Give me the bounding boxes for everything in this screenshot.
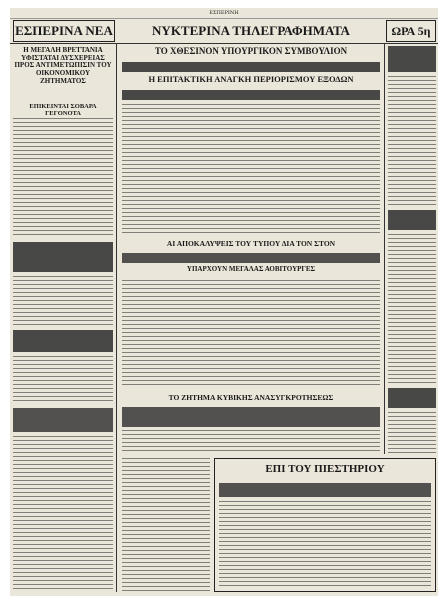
horizontal-rule: [10, 43, 438, 44]
headline-center-main: ΤΟ ΧΘΕΣΙΝΟΝ ΥΠΟΥΡΓΙΚΟΝ ΣΥΜΒΟΥΛΙΟΝ: [154, 47, 348, 56]
headline-center-deck: [122, 90, 380, 100]
section-banner-right: ΩΡΑ 5η: [386, 20, 436, 42]
headline-center-deck: [122, 407, 380, 427]
article-body: [13, 276, 113, 326]
article-body: [122, 430, 380, 452]
article-body: [219, 501, 431, 587]
headline-left-2: [13, 242, 113, 272]
feature-box-title: ΕΠΙ ΤΟΥ ΠΙΕΣΤΗΡΙΟΥ: [265, 463, 385, 475]
column-rule: [116, 44, 117, 592]
headline-center-mid-sub: ΥΠΑΡΧΟΥΝ ΜΕΓΑΛΑΣ ΑΟΒΙΤΟΥΡΓΕΣ: [186, 266, 316, 273]
feature-box-deck: [219, 483, 431, 497]
headline-right: [388, 210, 436, 230]
article-body: [122, 280, 380, 388]
headline-center-mid: ΑΙ ΑΠΟΚΑΛΥΨΕΙΣ ΤΟΥ ΤΥΠΟΥ ΔΙΑ ΤΟΝ ΣΤΟΝ: [166, 240, 336, 248]
masthead-strip: ΕΣΠΕΡΙΝΗ: [10, 8, 438, 19]
headline-left-4: [13, 408, 113, 432]
headline-right: [388, 46, 436, 72]
article-body: [13, 436, 113, 592]
article-body: [388, 234, 436, 384]
newspaper-page: [10, 8, 438, 596]
headline-center-deck: [122, 62, 380, 72]
headline-left-main: Η ΜΕΓΑΛΗ ΒΡΕΤΤΑΝΙΑ ΥΦΙΣΤΑΤΑΙ ΔΥΣΧΕΡΕΙΑΣ ΠΡΟΣ ΑΝΤΙΜΕΤΩΠΙΣΙΝ ΤΟΥ ΟΙΚΟΝΟΜΙΚΟΥ ΖΗΤΗΜΑΤΟΣ: [14, 47, 112, 85]
column-rule: [384, 44, 385, 454]
headline-center-lower: ΤΟ ΖΗΤΗΜΑ ΚΥΒΙΚΗΣ ΑΝΑΣΥΓΚΡΟΤΗΣΕΩΣ: [168, 394, 334, 402]
headline-center-deck: [122, 253, 380, 263]
feature-box: [214, 458, 436, 592]
section-banner-left: ΕΣΠΕΡΙΝΑ ΝΕΑ: [13, 20, 115, 42]
article-body: [122, 104, 380, 234]
article-body: [13, 118, 113, 238]
section-banner-center: ΝΥΚΤΕΡΙΝΑ ΤΗΛΕΓΡΑΦΗΜΑΤΑ: [152, 23, 350, 38]
headline-center-sub: Η ΕΠΙΤΑΚΤΙΚΗ ΑΝΑΓΚΗ ΠΕΡΙΟΡΙΣΜΟΥ ΕΞΟΔΩΝ: [148, 75, 354, 84]
article-body: [122, 458, 210, 592]
headline-right: [388, 388, 436, 408]
article-body: [388, 412, 436, 454]
headline-left-3: [13, 330, 113, 352]
article-body: [388, 76, 436, 206]
headline-left-sub: ΕΠΙΚΕΙΝΤΑΙ ΣΟΒΑΡΑ ΓΕΓΟΝΟΤΑ: [29, 103, 97, 115]
article-body: [13, 356, 113, 404]
